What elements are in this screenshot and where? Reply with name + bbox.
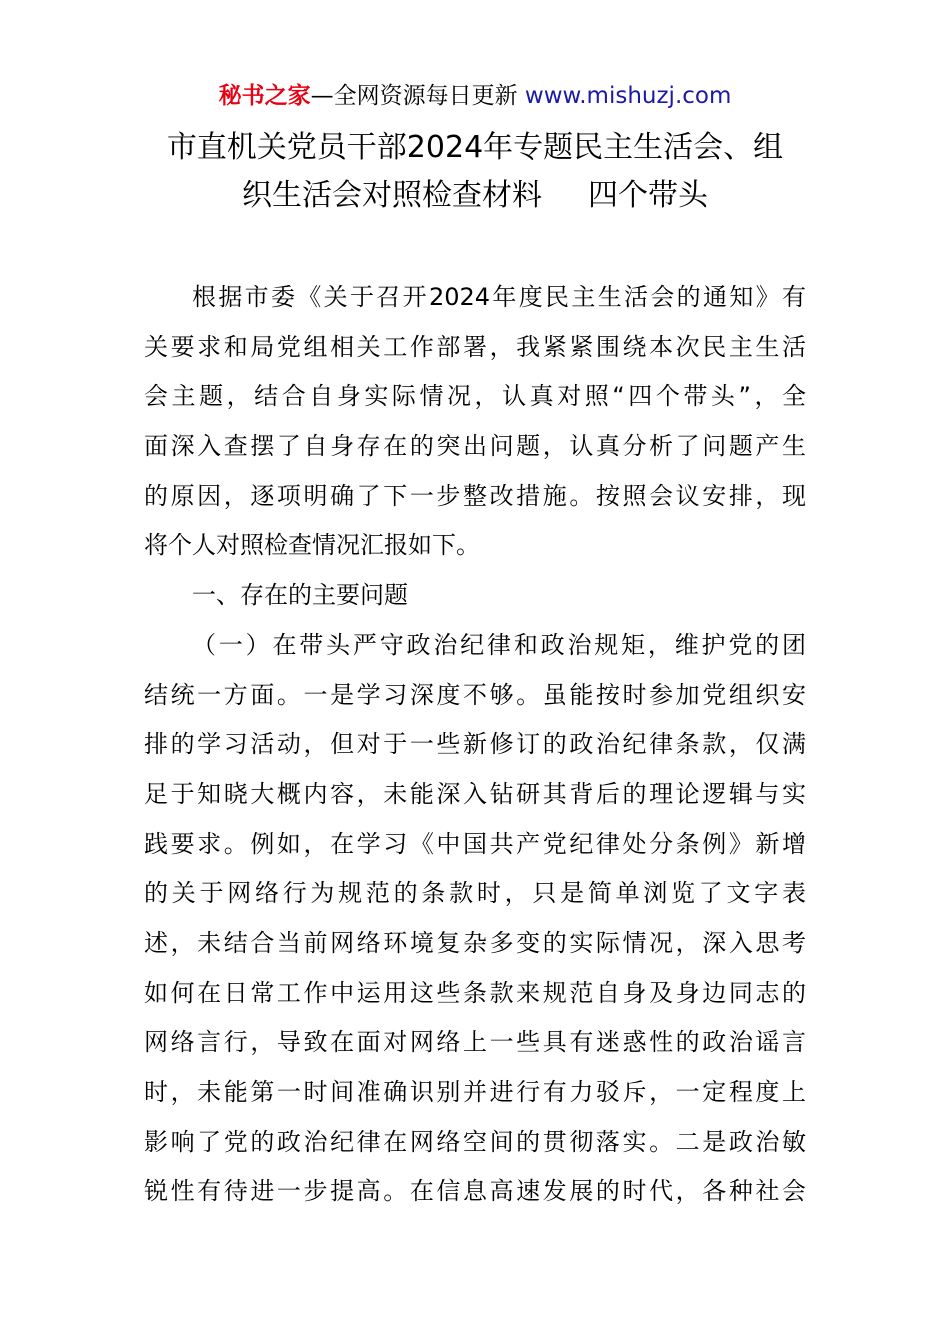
document-title-part-b: 四个带头 (588, 178, 708, 213)
body-line: 面深入查摆了自身存在的突出问题，认真分析了问题产生 (144, 432, 806, 461)
header-tagline: —全网资源每日更新 (310, 83, 525, 109)
site-url[interactable]: www.mishuzj.com (524, 83, 732, 109)
body-line: 足于知晓大概内容，未能深入钻研其背后的理论逻辑与实 (144, 779, 806, 808)
site-header (0, 78, 950, 114)
body-line: 时，未能第一时间准确识别并进行有力驳斥，一定程度上 (144, 1078, 806, 1106)
body-line: 关要求和局党组相关工作部署，我紧紧围绕本次民主生活 (144, 332, 806, 361)
section-heading: 一、存在的主要问题 (192, 581, 408, 610)
body-line: （一）在带头严守政治纪律和政治规矩，维护党的团 (192, 630, 806, 659)
body-line: 根据市委《关于召开2024年度民主生活会的通知》有 (192, 283, 806, 311)
body-line: 网络言行，导致在面对网络上一些具有迷惑性的政治谣言 (144, 1028, 806, 1057)
body-line: 排的学习活动，但对于一些新修订的政治纪律条款，仅满 (144, 730, 806, 759)
brand-name: 秘书之家 (218, 83, 311, 109)
body-line: 述，未结合当前网络环境复杂多变的实际情况，深入思考 (144, 928, 806, 957)
body-line: 将个人对照检查情况汇报如下。 (144, 531, 480, 560)
body-line: 践要求。例如，在学习《中国共产党纪律处分条例》新增 (144, 829, 806, 858)
body-line: 会主题，结合自身实际情况，认真对照“四个带头”，全 (144, 382, 806, 411)
body-line: 锐性有待进一步提高。在信息高速发展的时代，各种社会 (144, 1177, 806, 1206)
document-title-line-1: 市直机关党员干部2024年专题民主生活会、组 (166, 130, 784, 165)
body-line: 影响了党的政治纪律在网络空间的贯彻落实。二是政治敏 (144, 1127, 806, 1156)
document-title-line-2 (120, 172, 830, 220)
document-title-part-a: 织生活会对照检查材料 (242, 178, 542, 213)
body-line: 的原因，逐项明确了下一步整改措施。按照会议安排，现 (144, 481, 806, 510)
body-line: 如何在日常工作中运用这些条款来规范自身及身边同志的 (144, 978, 806, 1007)
document-body (144, 273, 806, 1217)
body-line: 的关于网络行为规范的条款时，只是简单浏览了文字表 (144, 879, 806, 908)
body-line: 结统一方面。一是学习深度不够。虽能按时参加党组织安 (144, 680, 806, 709)
